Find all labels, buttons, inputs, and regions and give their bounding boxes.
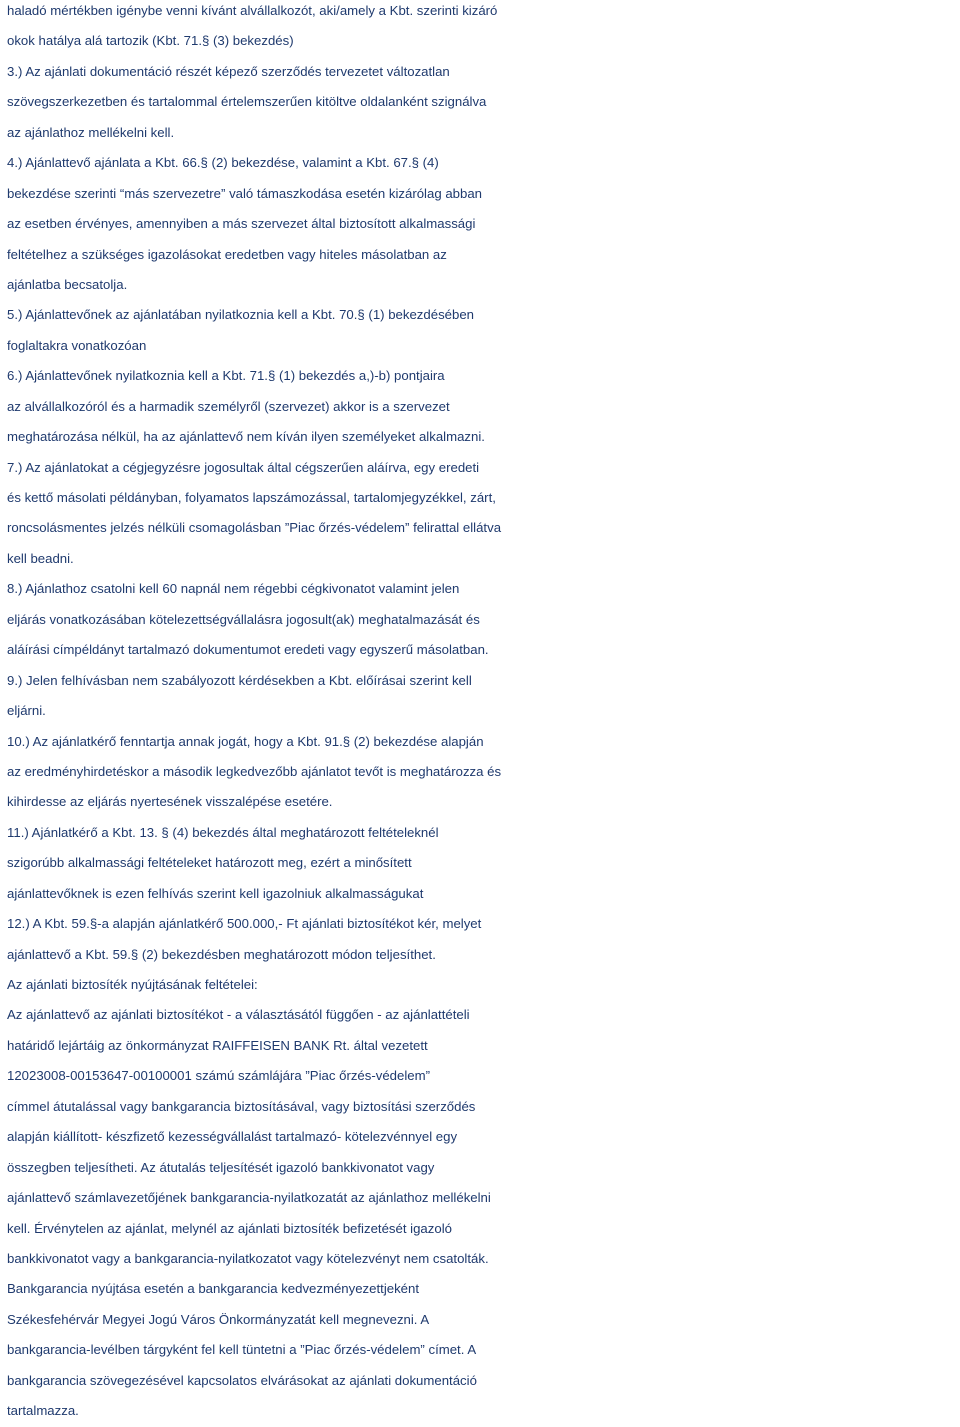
text-line: Az ajánlattevő az ajánlati biztosítékot - a választásától függően - az ajánlattételi: [7, 1007, 470, 1023]
text-line: 4.) Ajánlattevő ajánlata a Kbt. 66.§ (2) bekezdése, valamint a Kbt. 67.§ (4): [7, 155, 439, 171]
text-line: 3.) Az ajánlati dokumentáció részét képező szerződés tervezetet változatlan: [7, 63, 450, 79]
text-line: foglaltakra vonatkozóan: [7, 337, 147, 353]
text-line: alapján kiállított- készfizető kezességvállalást tartalmazó- kötelezvénnyel egy: [7, 1129, 458, 1145]
text-line: 11.) Ajánlatkérő a Kbt. 13. § (4) bekezdés által meghatározott feltételeknél: [7, 824, 439, 840]
text-line: az alvállalkozóról és a harmadik személyről (szervezet) akkor is a szervezet: [7, 398, 450, 414]
text-line: az esetben érvényes, amennyiben a más szervezet által biztosított alkalmassági: [7, 216, 476, 232]
text-line: bekezdése szerinti “más szervezetre” való támaszkodása esetén kizárólag abban: [7, 185, 482, 201]
text-line: szigorúbb alkalmassági feltételeket határozott meg, ezért a minősített: [7, 855, 412, 871]
text-line: feltételhez a szükséges igazolásokat eredetben vagy hiteles másolatban az: [7, 246, 447, 262]
text-line: kihirdesse az eljárás nyertesének visszalépése esetére.: [7, 794, 333, 810]
text-line: ajánlattevőknek is ezen felhívás szerint kell igazolniuk alkalmasságukat: [7, 885, 424, 901]
document-page: [7, 0, 959, 1427]
text-line: 9.) Jelen felhívásban nem szabályozott kérdésekben a Kbt. előírásai szerint kell: [7, 672, 472, 688]
text-line: eljárás vonatkozásában kötelezettségvállalásra jogosult(ak) meghatalmazását és: [7, 611, 480, 627]
text-line: határidő lejártáig az önkormányzat RAIFFEISEN BANK Rt. által vezetett: [7, 1037, 428, 1053]
text-line: címmel átutalással vagy bankgarancia biztosításával, vagy biztosítási szerződés: [7, 1098, 476, 1114]
text-line: szövegszerkezetben és tartalommal értelemszerűen kitöltve oldalanként szignálva: [7, 94, 487, 110]
text-line: 10.) Az ajánlatkérő fenntartja annak jogát, hogy a Kbt. 91.§ (2) bekezdése alapján: [7, 733, 484, 749]
text-line: Bankgarancia nyújtása esetén a bankgarancia kedvezményezettjeként: [7, 1281, 420, 1297]
text-line: okok hatálya alá tartozik (Kbt. 71.§ (3) bekezdés): [7, 33, 294, 49]
text-line: bankgarancia-levélben tárgyként fel kell tüntetni a ”Piac őrzés-védelem” címet. A: [7, 1342, 477, 1358]
text-line: kell beadni.: [7, 550, 74, 566]
text-line: az eredményhirdetéskor a második legkedvezőbb ajánlatot tevőt is meghatározza és: [7, 763, 502, 779]
text-line: 6.) Ajánlattevőnek nyilatkoznia kell a Kbt. 71.§ (1) bekezdés a,)-b) pontjaira: [7, 368, 445, 384]
text-line: bankkivonatot vagy a bankgarancia-nyilatkozatot vagy kötelezvényt nem csatolták.: [7, 1250, 489, 1266]
text-line: Az ajánlati biztosíték nyújtásának feltételei:: [7, 977, 258, 992]
text-line: 5.) Ajánlattevőnek az ajánlatában nyilatkoznia kell a Kbt. 70.§ (1) bekezdésében: [7, 307, 474, 323]
text-line: tartalmazza.: [7, 1403, 79, 1419]
text-line: ajánlattevő a Kbt. 59.§ (2) bekezdésben meghatározott módon teljesíthet.: [7, 946, 436, 962]
text-line: bankgarancia szövegezésével kapcsolatos elvárásokat az ajánlati dokumentáció: [7, 1372, 477, 1388]
text-line: és kettő másolati példányban, folyamatos lapszámozással, tartalomjegyzékkel, zárt,: [7, 490, 496, 505]
text-line: eljárni.: [7, 703, 46, 719]
text-line: 8.) Ajánlathoz csatolni kell 60 napnál nem régebbi cégkivonatot valamint jelen: [7, 581, 460, 597]
text-line: az ajánlathoz mellékelni kell.: [7, 124, 175, 140]
text-line: roncsolásmentes jelzés nélküli csomagolásban ”Piac őrzés-védelem” felirattal ellátva: [7, 520, 502, 536]
text-line: meghatározása nélkül, ha az ajánlattevő nem kíván ilyen személyeket alkalmazni.: [7, 429, 485, 445]
text-line: ajánlattevő számlavezetőjének bankgarancia-nyilatkozatát az ajánlathoz mellékelni: [7, 1190, 491, 1206]
text-line: 12023008-00153647-00100001 számú számlájára ”Piac őrzés-védelem”: [7, 1068, 430, 1084]
text-line: ajánlatba becsatolja.: [7, 276, 128, 292]
text-line: aláírási címpéldányt tartalmazó dokumentumot eredeti vagy egyszerű másolatban.: [7, 642, 489, 658]
text-line: összegben teljesítheti. Az átutalás teljesítését igazoló bankkivonatot vagy: [7, 1159, 435, 1175]
text-line: kell. Érvénytelen az ajánlat, melynél az ajánlati biztosíték befizetését igazoló: [7, 1220, 452, 1236]
text-line: Székesfehérvár Megyei Jogú Város Önkormányzatát kell megnevezni. A: [7, 1311, 430, 1327]
text-line: haladó mértékben igénybe venni kívánt alvállalkozót, aki/amely a Kbt. szerinti kizáró: [7, 3, 498, 18]
text-line: 12.) A Kbt. 59.§-a alapján ajánlatkérő 500.000,- Ft ajánlati biztosítékot kér, melyet: [7, 916, 482, 932]
text-line: 7.) Az ajánlatokat a cégjegyzésre jogosultak által cégszerűen aláírva, egy eredeti: [7, 459, 480, 475]
